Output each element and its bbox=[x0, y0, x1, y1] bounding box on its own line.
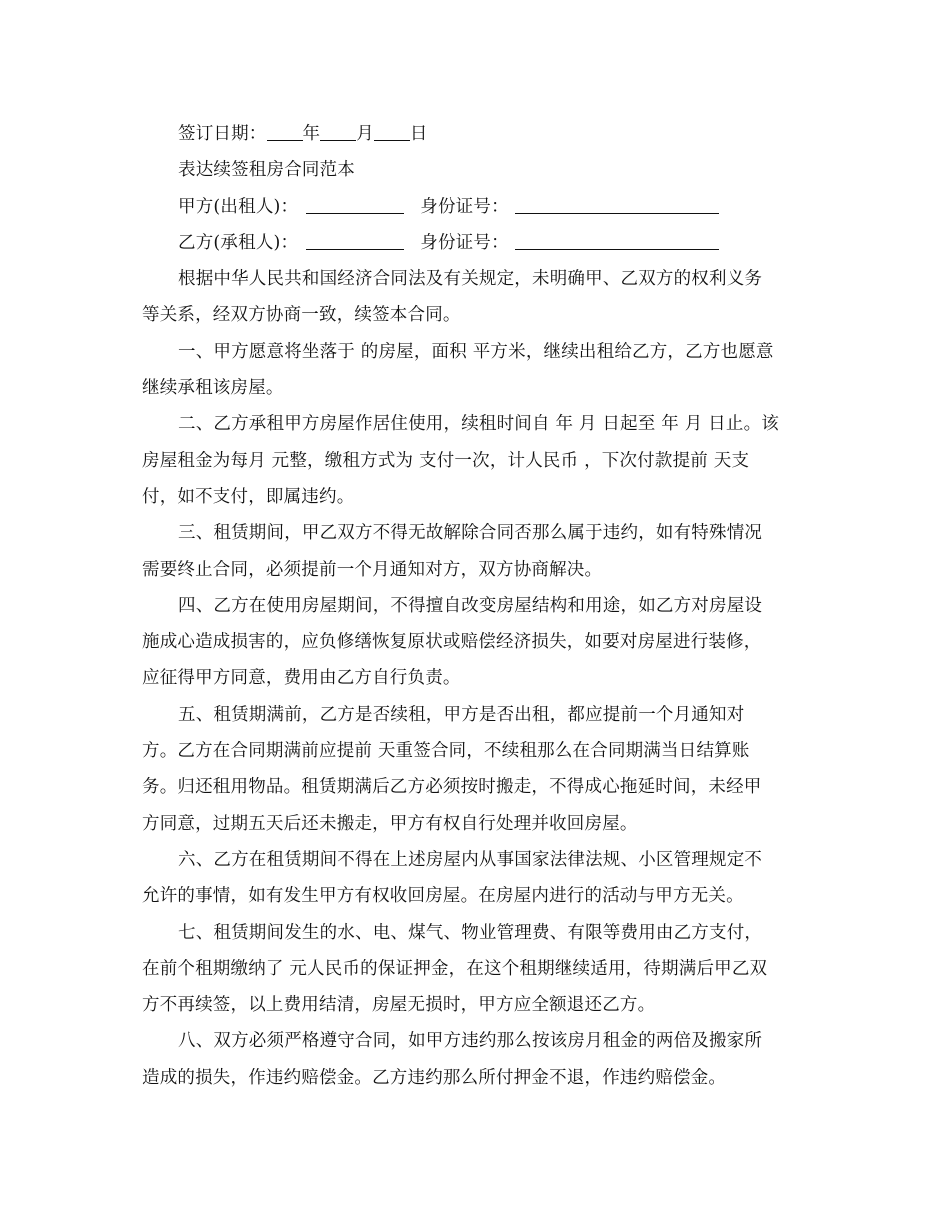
day-label: 日 bbox=[409, 124, 428, 144]
paragraph-line: 允许的事情，如有发生甲方有权收回房屋。在房屋内进行的活动与甲方无关。 bbox=[142, 886, 744, 907]
clause-7 bbox=[142, 915, 810, 1024]
party-a-id-label: 身份证号： bbox=[420, 196, 509, 217]
party-b-id-label: 身份证号： bbox=[420, 232, 509, 253]
party-b-line bbox=[142, 225, 810, 261]
party-a-line bbox=[142, 189, 810, 225]
paragraph-line: 继续承租该房屋。 bbox=[142, 378, 284, 399]
paragraph-line: 六、乙方在租赁期间不得在上述房屋内从事国家法律法规、小区管理规定不 bbox=[178, 849, 763, 870]
month-label: 月 bbox=[356, 124, 374, 144]
party-b-label: 乙方(承租人)： bbox=[178, 232, 299, 253]
party-a-name-blank bbox=[306, 195, 404, 214]
preamble-paragraph bbox=[142, 261, 810, 334]
clause-8 bbox=[142, 1023, 810, 1096]
paragraph-line: 造成的损失，作违约赔偿金。乙方违约那么所付押金不退，作违约赔偿金。 bbox=[142, 1067, 727, 1088]
paragraph-line: 八、双方必须严格遵守合同，如甲方违约那么按该房月租金的两倍及搬家所 bbox=[178, 1031, 763, 1052]
paragraph-line: 二、乙方承租甲方房屋作居住使用，续租时间自 年 月 日起至 年 月 日止。该 bbox=[178, 414, 779, 435]
clause-2 bbox=[142, 406, 810, 515]
year-label: 年 bbox=[302, 124, 321, 144]
paragraph-line: 三、租赁期间，甲乙双方不得无故解除合同否那么属于违约，如有特殊情况 bbox=[178, 523, 763, 544]
clause-5 bbox=[142, 697, 810, 842]
document-title: 表达续签租房合同范本 bbox=[178, 160, 355, 181]
paragraph-line: 房屋租金为每月 元整，缴租方式为 支付一次，计人民币 ，下次付款提前 天支 bbox=[142, 450, 750, 471]
party-b-id-blank bbox=[515, 231, 719, 250]
paragraph-line: 需要终止合同，必须提前一个月通知对方，双方协商解决。 bbox=[142, 559, 603, 580]
sign-date-line bbox=[142, 116, 810, 152]
paragraph-line: 方。乙方在合同期满前应提前 天重签合同，不续租那么在合同期满当日结算账 bbox=[142, 741, 750, 762]
party-a-id-blank bbox=[515, 195, 719, 214]
paragraph-line: 一、甲方愿意将坐落于 的房屋，面积 平方米，继续出租给乙方，乙方也愿意 bbox=[178, 341, 774, 362]
month-blank bbox=[320, 122, 356, 141]
clause-3 bbox=[142, 515, 810, 588]
paragraph-line: 在前个租期缴纳了 元人民币的保证押金，在这个租期继续适用，待期满后甲乙双 bbox=[142, 958, 768, 979]
year-blank bbox=[267, 122, 303, 141]
paragraph-line: 等关系，经双方协商一致，续签本合同。 bbox=[142, 305, 461, 326]
paragraph-line: 方同意，过期五天后还未搬走，甲方有权自行处理并收回房屋。 bbox=[142, 813, 638, 834]
party-b-name-blank bbox=[306, 231, 404, 250]
paragraph-line: 施成心造成损害的，应负修缮恢复原状或赔偿经济损失，如要对房屋进行装修， bbox=[142, 632, 762, 653]
paragraph-line: 根据中华人民共和国经济合同法及有关规定，未明确甲、乙双方的权利义务 bbox=[178, 269, 763, 290]
paragraph-line: 方不再续签，以上费用结清，房屋无损时，甲方应全额退还乙方。 bbox=[142, 995, 656, 1016]
day-blank bbox=[374, 122, 410, 141]
paragraph-line: 应征得甲方同意，费用由乙方自行负责。 bbox=[142, 668, 461, 689]
clause-6 bbox=[142, 842, 810, 915]
paragraph-line: 五、租赁期满前，乙方是否续租，甲方是否出租，都应提前一个月通知对 bbox=[178, 704, 745, 725]
clause-4 bbox=[142, 588, 810, 697]
sign-date-label: 签订日期： bbox=[178, 124, 267, 144]
paragraph-line: 务。归还租用物品。租赁期满后乙方必须按时搬走，不得成心拖延时间，未经甲 bbox=[142, 777, 762, 798]
paragraph-line: 付，如不支付，即属违约。 bbox=[142, 486, 355, 507]
contract-body bbox=[142, 116, 810, 1096]
paragraph-line: 七、租赁期间发生的水、电、煤气、物业管理费、有限等费用由乙方支付， bbox=[178, 922, 763, 943]
paragraph-line: 四、乙方在使用房屋期间，不得擅自改变房屋结构和用途，如乙方对房屋设 bbox=[178, 595, 763, 616]
party-a-label: 甲方(出租人)： bbox=[178, 196, 299, 217]
clause-1 bbox=[142, 334, 810, 407]
